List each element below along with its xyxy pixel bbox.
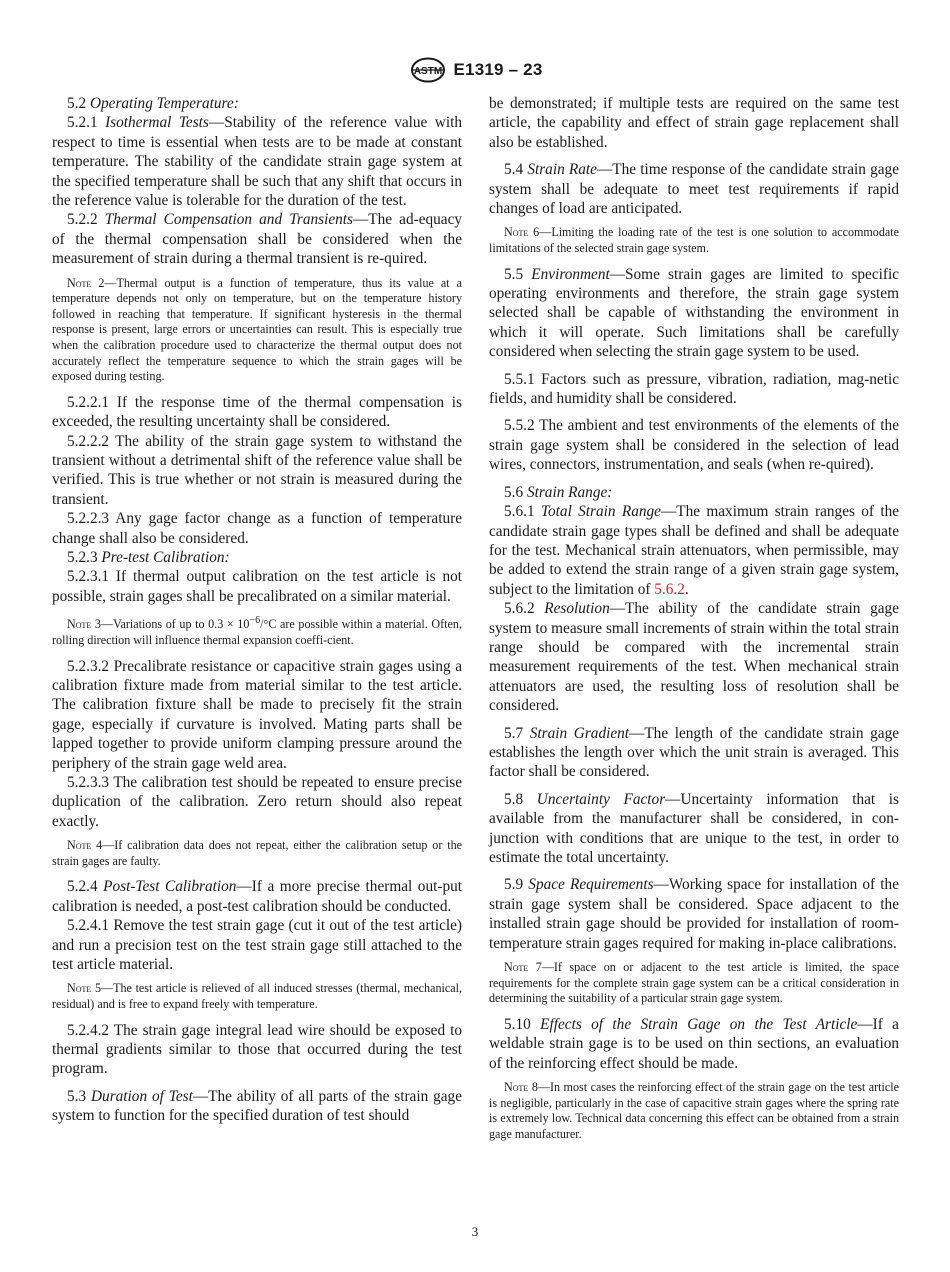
section-5-6-1: 5.6.1 Total Strain Range—The maximum strain ranges of the candidate strain gage types shall be defined and shall be adequate for the test. Mechanical strain attenuators, when permissible, may be added to extend the strain range of a given strain gage system, subject to the limitation of 5.6.2.	[489, 503, 900, 598]
section-5-2-3-2: 5.2.3.2 Precalibrate resistance or capacitive strain gages using a calibration fixture made from material similar to the test article. The calibration fixture shall be made to precisely fit the strain gage, especially if curvature is involved. Mating parts shall be lapped together to provide uniform clamping pressure around the periphery of the strain gage weld area.	[52, 657, 462, 772]
section-5-3: 5.3 Duration of Test—The ability of all parts of the strain gage system to function for the specified duration of test should	[52, 1087, 462, 1125]
section-5-2-3-3: 5.2.3.3 The calibration test should be repeated to ensure precise duplication of the calibration. Zero return should also repeat exactly.	[52, 773, 462, 830]
section-5-2-1: 5.2.1 Isothermal Tests—Stability of the reference value with respect to time is essential when tests are to be made at constant temperature. The stability of the candidate strain gage system at the specified temperature shall be such that any shift that occurs in the reference value is tolerable for the duration of the test.	[52, 114, 463, 210]
note-2: Note 2—Thermal output is a function of temperature, thus its value at a temperature depends not only on temperature, but on the temperature history followed in reaching that temperature. If significant hysteresis in the thermal response is present, large errors or uncertainties can result. This is especially true when the calibration procedure used to characterize the thermal output does not accurately reflect the temperature sequence to which the strain gages will be exposed during testing.	[52, 275, 462, 384]
astm-logo-icon	[408, 57, 448, 83]
section-5-2-3-1: 5.2.3.1 If thermal output calibration on the test article is not possible, strain gages shall be precalibrated on a similar material.	[52, 568, 462, 605]
section-5-5-2: 5.5.2 The ambient and test environments of the elements of the strain gage system shall be considered in the selection of lead wires, connectors, instrumentation, and seals (when re-quired).	[489, 417, 899, 474]
section-5-2-3: 5.2.3 Pre-test Calibration:	[67, 549, 230, 567]
section-5-7: 5.7 Strain Gradient—The length of the candidate strain gage establishes the length over which the unit strain is averaged. This factor shall be considered.	[489, 724, 900, 781]
right-column	[489, 94, 899, 1150]
section-5-5: 5.5 Environment—Some strain gages are limited to specific operating environments and therefore, the strain gage system selected shall be capable of withstanding the environment in which it will operate. Such limitations shall be carefully considered when selecting the strain gage system to be used.	[489, 265, 900, 361]
section-5-2-4-2: 5.2.4.2 The strain gage integral lead wire should be exposed to thermal gradients similar to those that occurred during the test program.	[52, 1021, 462, 1078]
section-5-2-4: 5.2.4 Post-Test Calibration—If a more precise thermal out-put calibration is needed, a post-test calibration should be conducted.	[52, 878, 462, 915]
section-5-5-1: 5.5.1 Factors such as pressure, vibration, radiation, mag-netic fields, and humidity shall be considered.	[489, 370, 899, 408]
note-7: Note 7—If space on or adjacent to the test article is limited, the space requirements for the complete strain gage system can be a critical consideration in determining the suitability of a particular strain gage system.	[489, 960, 899, 1006]
section-5-9: 5.9 Space Requirements—Working space for installation of the strain gage system shall be considered. Space adjacent to the installed strain gage should be provided for installation of room-temperature strain gages required for making in-place calibrations.	[489, 876, 899, 952]
section-5-2: 5.2 Operating Temperature:	[67, 95, 239, 112]
section-5-6-2-link[interactable]: 5.6.2	[654, 580, 685, 598]
section-5-6: 5.6 Strain Range:	[504, 483, 613, 501]
page-header	[0, 56, 950, 84]
section-5-2-4-1: 5.2.4.1 Remove the test strain gage (cut it out of the test article) and run a precision test on the test strain gage still attached to the test article material.	[52, 917, 462, 973]
note-8: Note 8—In most cases the reinforcing effect of the strain gage on the test article is negligible, particularly in the case of capacitive strain gages where the spring rate is extremely low. Technical data concerning this effect can be obtained from a strain gage manufacturer.	[489, 1080, 899, 1141]
section-5-6-2: 5.6.2 Resolution—The ability of the candidate strain gage system to measure small increments of strain within the total strain range should be compared with the incremental strain measurement requirements of the test. When mechanical strain attenuators are used, the resulting loss of resolution shall be considered.	[489, 600, 899, 715]
note-6: Note 6—Limiting the loading rate of the test is one solution to accommodate limitations of the selected strain gage system.	[489, 225, 900, 256]
section-5-2-2-3: 5.2.2.3 Any gage factor change as a function of temperature change shall also be considered.	[52, 510, 462, 547]
logo-text: ASTM	[413, 66, 442, 77]
note-5: Note 5—The test article is relieved of all induced stresses (thermal, mechanical, residual) and is free to expand freely with temperature.	[52, 981, 462, 1011]
section-5-2-2-2: 5.2.2.2 The ability of the strain gage system to withstand the transient without a detrimental shift of the reference value shall be verified. This is true whether or not strain is measured during the transient.	[52, 432, 462, 508]
section-5-2-2: 5.2.2 Thermal Compensation and Transients—The ad-equacy of the thermal compensation shall be considered when the measurement of strain during a thermal transient is re-quired.	[52, 211, 463, 268]
note-4: Note 4—If calibration data does not repeat, either the calibration setup or the strain gages are faulty.	[52, 838, 462, 868]
section-5-10: 5.10 Effects of the Strain Gage on the Test Article—If a weldable strain gage is to be used on thin sections, an evaluation of the reinforcing effect should be made.	[489, 1015, 899, 1072]
section-5-2-2-1: 5.2.2.1 If the response time of the thermal compensation is exceeded, the resulting uncertainty shall be considered.	[52, 393, 462, 431]
section-5-3-continued: be demonstrated; if multiple tests are required on the same test article, the capability and effect of strain gage replacement shall also be established.	[489, 95, 899, 151]
page-number: 3	[471, 1224, 479, 1239]
left-column	[52, 94, 462, 1126]
section-5-8: 5.8 Uncertainty Factor—Uncertainty information that is available from the manufacturer shall be considered, in con-junction with conditions that are unique to the test, in order to estimate the total uncertainty.	[489, 790, 899, 866]
section-5-4: 5.4 Strain Rate—The time response of the candidate strain gage system shall be adequate to meet test requirements if rapid changes of load are anticipated.	[489, 161, 899, 218]
note-3: Note 3—Variations of up to $0.3 \times 10^{-6}/^\circ C$ are possible within a material. Often, rolling direction will influence thermal expansion coeffi-cient.	[52, 615, 462, 647]
document-id: E1319 – 23	[453, 60, 543, 79]
